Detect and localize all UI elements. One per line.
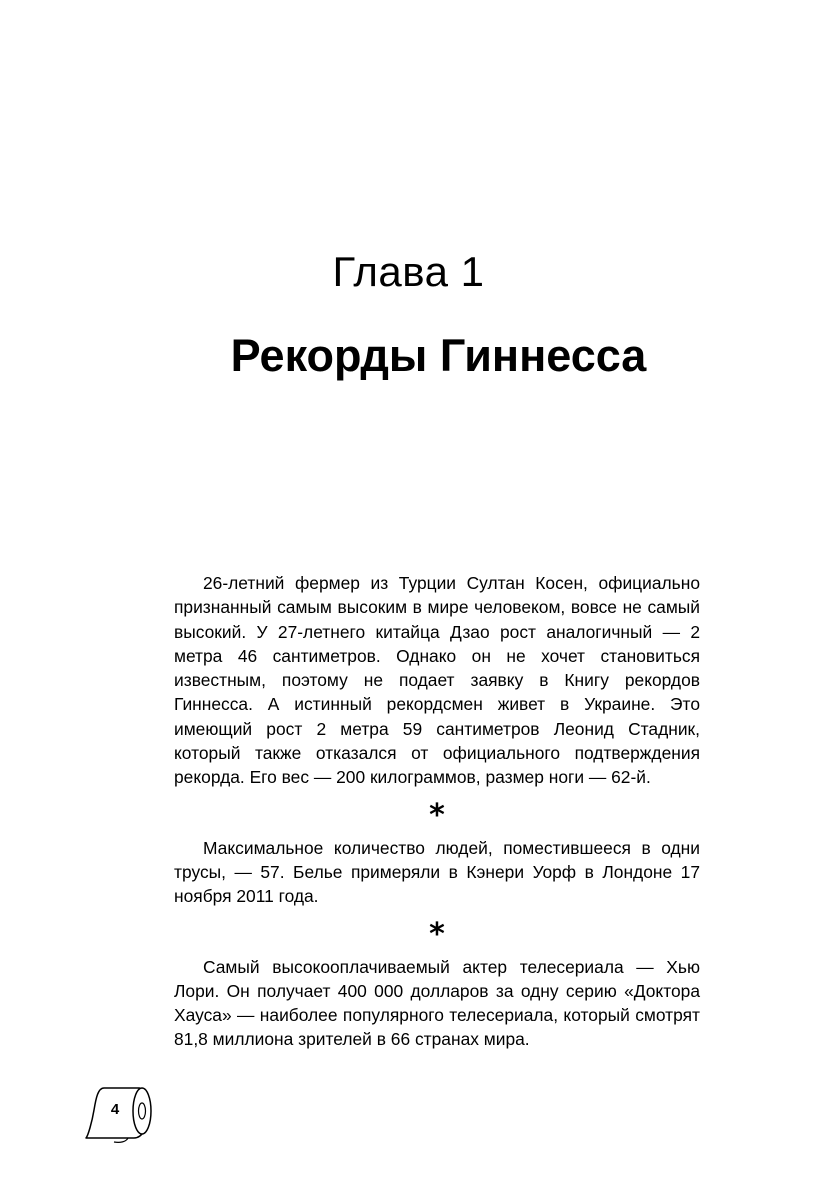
page-number: 4 xyxy=(110,1101,120,1118)
paragraph-1: 26-летний фермер из Турции Султан Косен, официально признанный самым высоким в мире человеком, вовсе не самый высокий. У 27-летнего китайца Дзао рост аналогичный — 2 метра 46 сантиметров. Однако он не хочет становиться известным, поэтому не подает заявку в Книгу рекордов Гиннесса. А истинный рекордсмен живет в Украине. Это имеющий рост 2 метра 59 сантиметров Леонид Стадник, который также отказался от официального подтверждения рекорда. Его вес — 200 килограммов, размер ноги — 62-й. xyxy=(174,573,700,788)
chapter-body xyxy=(174,571,700,1052)
chapter-title: Рекорды Гиннесса xyxy=(230,330,647,381)
toilet-paper-roll-icon xyxy=(84,1078,160,1144)
paragraph-3: Самый высокооплачиваемый актер телесериала — Хью Лори. Он получает 400 000 долларов за одну серию «Доктора Хауса» — наиболее популярного телесериала, который смотрят 81,8 миллиона зрителей в 66 странах мира. xyxy=(174,956,700,1050)
section-separator-2: * xyxy=(429,916,445,952)
paragraph-2: Максимальное количество людей, поместившееся в одни трусы, — 57. Белье примеряли в Кэнери Уорф в Лондоне 17 ноября 2011 года. xyxy=(174,837,700,907)
chapter-label: Глава 1 xyxy=(332,248,485,295)
section-separator-1: * xyxy=(429,797,445,833)
